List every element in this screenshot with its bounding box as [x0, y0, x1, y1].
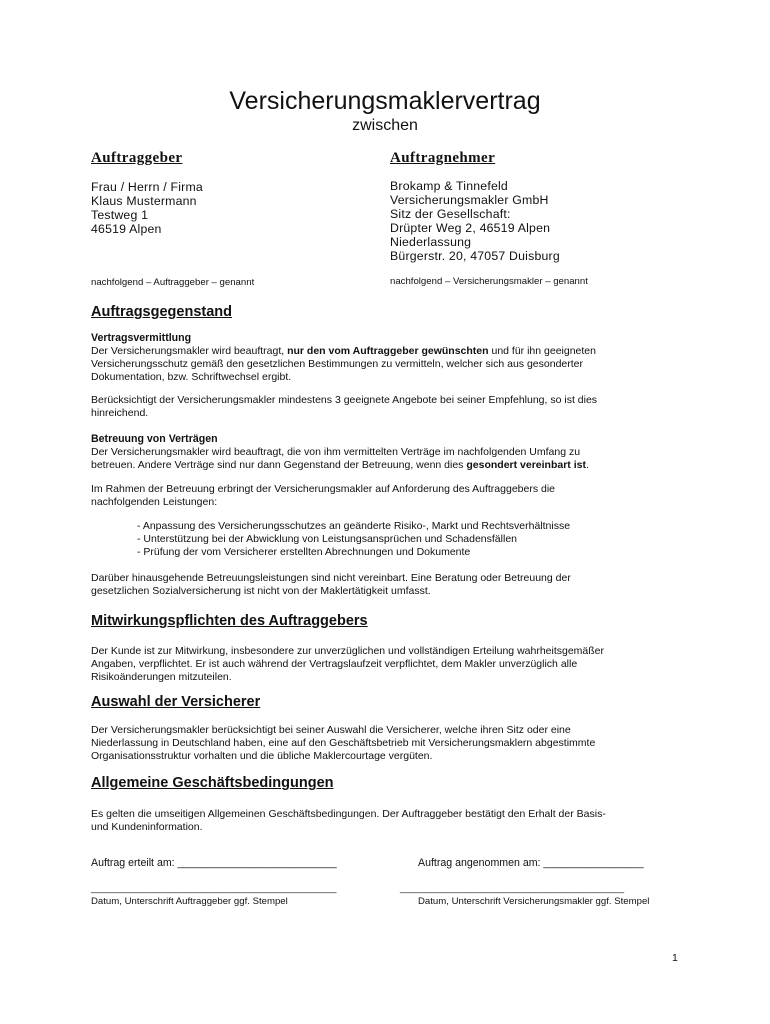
- text-run: betreuen. Andere Verträge sind nur dann Gegenstand der Betreuung, wenn dies: [91, 459, 467, 471]
- signature-line-auftraggeber: ______________________________________________: [91, 883, 337, 894]
- address-line: Niederlassung: [390, 235, 472, 249]
- subheading-vertragsvermittlung: Vertragsvermittlung: [91, 332, 192, 344]
- auftragnehmer-address: [390, 179, 560, 263]
- auftrag-angenommen-field: Auftrag angenommen am: _________________: [418, 857, 644, 869]
- address-line: Versicherungsmakler GmbH: [390, 193, 549, 207]
- text-line: Der Versicherungsmakler wird beauftragt, die von ihm vermittelten Verträge im nachfolgenden Umfang zu: [91, 446, 581, 458]
- text-line: Dokumentation, bzw. Schriftwechsel ergibt.: [91, 371, 292, 383]
- auftraggeber-heading: Auftraggeber: [91, 150, 183, 166]
- section-heading-auswahl: Auswahl der Versicherer: [91, 694, 261, 710]
- address-line: Klaus Mustermann: [91, 194, 197, 208]
- paragraph-mitwirkung: [91, 645, 671, 684]
- paragraph-agb: [91, 808, 671, 834]
- list-item: - Prüfung der vom Versicherer erstellten Abrechnungen und Dokumente: [137, 546, 471, 558]
- auftraggeber-address: [91, 180, 203, 236]
- text-line: nachfolgenden Leistungen:: [91, 496, 218, 508]
- signature-caption-auftraggeber: Datum, Unterschrift Auftraggeber ggf. Stempel: [91, 896, 288, 907]
- section-heading-mitwirkungspflichten: Mitwirkungspflichten des Auftraggebers: [91, 613, 368, 629]
- text-run: und für ihn geeigneten: [488, 345, 596, 357]
- text-line: Im Rahmen der Betreuung erbringt der Versicherungsmakler auf Anforderung des Auftraggebers die: [91, 483, 556, 495]
- paragraph-umfang: [91, 572, 671, 598]
- text-line: gesetzlichen Sozialversicherung ist nicht von der Maklertätigkeit umfasst.: [91, 585, 431, 597]
- address-line: 46519 Alpen: [91, 222, 162, 236]
- paragraph-betreuung: [91, 446, 671, 472]
- section-heading-agb: Allgemeine Geschäftsbedingungen: [91, 775, 334, 791]
- auftragnehmer-heading: Auftragnehmer: [390, 150, 496, 166]
- paragraph-auswahl: [91, 724, 671, 763]
- text-line: Versicherungsschutz gemäß den gesetzlichen Bestimmungen zu vermitteln, welcher sich aus gesonderter: [91, 358, 583, 370]
- emphasis-text: nur den vom Auftraggeber gewünschten: [287, 345, 489, 357]
- list-item: - Unterstützung bei der Abwicklung von Leistungsansprüchen und Schadensfällen: [137, 533, 517, 545]
- text-run: .: [585, 459, 589, 471]
- paragraph-vermittlung: [91, 345, 671, 384]
- leistungen-list: [137, 520, 570, 559]
- address-line: Brokamp & Tinnefeld: [390, 179, 508, 193]
- auftrag-erteilt-field: Auftrag erteilt am: ___________________________: [91, 857, 337, 869]
- list-item: - Anpassung des Versicherungsschutzes an geänderte Risiko-, Markt und Rechtsverhältnisse: [137, 520, 571, 532]
- subheading-betreuung: Betreuung von Verträgen: [91, 433, 218, 445]
- address-line: Sitz der Gesellschaft:: [390, 207, 511, 221]
- text-line: Es gelten die umseitigen Allgemeinen Geschäftsbedingungen. Der Auftraggeber bestätigt den Erhalt der Basis-: [91, 808, 606, 820]
- address-line: Drüpter Weg 2, 46519 Alpen: [390, 221, 551, 235]
- text-line: Darüber hinausgehende Betreuungsleistungen sind nicht vereinbart. Eine Beratung oder Betreuung der: [91, 572, 571, 584]
- text-line: Angaben, verpflichtet. Er ist auch während der Vertragslaufzeit verpflichtet, dem Makler unverzüglich alle: [91, 658, 578, 670]
- text-line: Niederlassung in Deutschland haben, eine auf den Geschäftsbetrieb mit Versicherungsmaklern abgestimmte: [91, 737, 596, 749]
- text-line: hinreichend.: [91, 407, 149, 419]
- text-line: [91, 345, 671, 358]
- text-line: Der Kunde ist zur Mitwirkung, insbesondere zur unverzüglichen und vollständigen Erteilung wahrheitsgemäßer: [91, 645, 605, 657]
- text-run: Der Versicherungsmakler wird beauftragt,: [91, 345, 288, 357]
- document-subtitle: zwischen: [352, 117, 418, 134]
- address-line: Testweg 1: [91, 208, 149, 222]
- paragraph-leistungen: [91, 483, 671, 509]
- page-number: 1: [672, 952, 678, 964]
- address-line: Bürgerstr. 20, 47057 Duisburg: [390, 249, 560, 263]
- text-line: Risikoänderungen mitzuteilen.: [91, 671, 232, 683]
- text-line: Organisationsstruktur vorhalten und die übliche Maklercourtage vergüten.: [91, 750, 433, 762]
- auftraggeber-note: nachfolgend – Auftraggeber – genannt: [91, 277, 255, 288]
- section-heading-auftragsgegenstand: Auftragsgegenstand: [91, 304, 232, 320]
- text-line: Berücksichtigt der Versicherungsmakler mindestens 3 geeignete Angebote bei seiner Empfehlung, so ist dies: [91, 394, 598, 406]
- auftragnehmer-note: nachfolgend – Versicherungsmakler – genannt: [390, 276, 588, 287]
- document-title: Versicherungsmaklervertrag: [229, 87, 541, 115]
- emphasis-text: gesondert vereinbart ist: [466, 459, 586, 471]
- address-line: Frau / Herrn / Firma: [91, 180, 203, 194]
- signature-caption-makler: Datum, Unterschrift Versicherungsmakler ggf. Stempel: [418, 896, 650, 907]
- text-line: [91, 459, 671, 472]
- paragraph-angebote: [91, 394, 671, 420]
- text-line: Der Versicherungsmakler berücksichtigt bei seiner Auswahl die Versicherer, welche ihren Sitz oder eine: [91, 724, 571, 736]
- text-line: und Kundeninformation.: [91, 821, 203, 833]
- signature-line-makler: __________________________________________: [400, 883, 625, 894]
